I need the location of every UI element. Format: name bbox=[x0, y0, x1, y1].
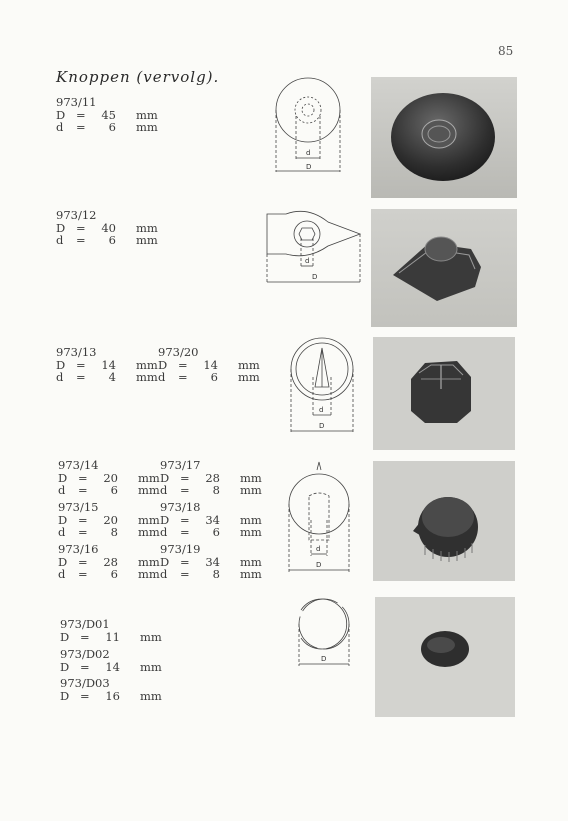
label-small-d: d bbox=[316, 545, 321, 553]
spec-row: d = 8 mm bbox=[58, 525, 160, 539]
spec-row: d = 6 mm bbox=[158, 370, 260, 384]
label-small-d: d bbox=[306, 149, 311, 157]
spec-row: d = 6 mm bbox=[56, 233, 158, 247]
page-title: Knoppen (vervolg). bbox=[56, 68, 220, 86]
diagram-knob-973-14 bbox=[287, 460, 367, 576]
spec-code: 973/18 bbox=[160, 500, 201, 514]
spec-row: D = 11 mm bbox=[60, 629, 162, 644]
diagram-knob-973-13 bbox=[287, 337, 367, 437]
photo-knob-973-13 bbox=[373, 337, 515, 450]
spec-code: 973/17 bbox=[160, 458, 201, 472]
label-large-d: D bbox=[306, 163, 312, 171]
spec-code: 973/D01 bbox=[60, 617, 110, 631]
photo-knob-973-12 bbox=[371, 209, 517, 327]
spec-row: D = 14 mm bbox=[60, 659, 162, 674]
spec-row: D = 45 mm bbox=[56, 107, 158, 122]
photo-knob-973-11 bbox=[371, 77, 517, 198]
spec-row: D = 34 mm bbox=[160, 512, 262, 527]
spec-code: 973/D02 bbox=[60, 647, 110, 661]
spec-973-17 bbox=[160, 459, 262, 497]
label-large-d: D bbox=[316, 561, 322, 569]
spec-code: 973/13 bbox=[56, 345, 97, 359]
spec-row: D = 34 mm bbox=[160, 554, 262, 569]
spec-code: 973/19 bbox=[160, 542, 201, 556]
spec-row: d = 6 mm bbox=[58, 483, 160, 497]
spec-973-15 bbox=[58, 501, 160, 539]
spec-973-13 bbox=[56, 346, 158, 384]
spec-973-11 bbox=[56, 96, 158, 134]
spec-row: D = 20 mm bbox=[58, 512, 160, 527]
label-small-d: d bbox=[319, 406, 324, 414]
spec-row: D = 14 mm bbox=[158, 357, 260, 372]
photo-knob-973-14 bbox=[373, 461, 515, 581]
label-large-d: D bbox=[321, 655, 327, 663]
diagram-knob-973-11 bbox=[272, 76, 352, 180]
spec-row: D = 28 mm bbox=[160, 470, 262, 485]
spec-code: 973/12 bbox=[56, 208, 97, 222]
spec-row: d = 8 mm bbox=[160, 567, 262, 581]
spec-code: 973/14 bbox=[58, 458, 99, 472]
label-large-d: D bbox=[312, 273, 318, 281]
spec-row: d = 6 mm bbox=[56, 120, 158, 134]
spec-row: d = 6 mm bbox=[58, 567, 160, 581]
spec-row: D = 40 mm bbox=[56, 220, 158, 235]
spec-973-d01 bbox=[60, 618, 162, 643]
spec-code: 973/20 bbox=[158, 345, 199, 359]
diagram-cap-973-d01 bbox=[292, 598, 356, 670]
spec-row: d = 4 mm bbox=[56, 370, 158, 384]
spec-code: 973/16 bbox=[58, 542, 99, 556]
photo-cap-973-d01 bbox=[375, 597, 515, 717]
label-large-d: D bbox=[319, 422, 325, 430]
spec-row: D = 28 mm bbox=[58, 554, 160, 569]
spec-973-18 bbox=[160, 501, 262, 539]
spec-973-14 bbox=[58, 459, 160, 497]
spec-973-12 bbox=[56, 209, 158, 247]
spec-row: D = 20 mm bbox=[58, 470, 160, 485]
page-number: 85 bbox=[498, 44, 514, 58]
spec-row: d = 6 mm bbox=[160, 525, 262, 539]
spec-row: D = 16 mm bbox=[60, 688, 162, 703]
spec-code: 973/11 bbox=[56, 95, 97, 109]
spec-973-d02 bbox=[60, 648, 162, 673]
spec-973-16 bbox=[58, 543, 160, 581]
spec-973-20 bbox=[158, 346, 260, 384]
spec-973-19 bbox=[160, 543, 262, 581]
label-small-d: d bbox=[305, 257, 310, 265]
spec-code: 973/D03 bbox=[60, 676, 110, 690]
diagram-knob-973-12 bbox=[264, 210, 364, 290]
spec-code: 973/15 bbox=[58, 500, 99, 514]
spec-973-d03 bbox=[60, 677, 162, 702]
spec-row: d = 8 mm bbox=[160, 483, 262, 497]
spec-row: D = 14 mm bbox=[56, 357, 158, 372]
